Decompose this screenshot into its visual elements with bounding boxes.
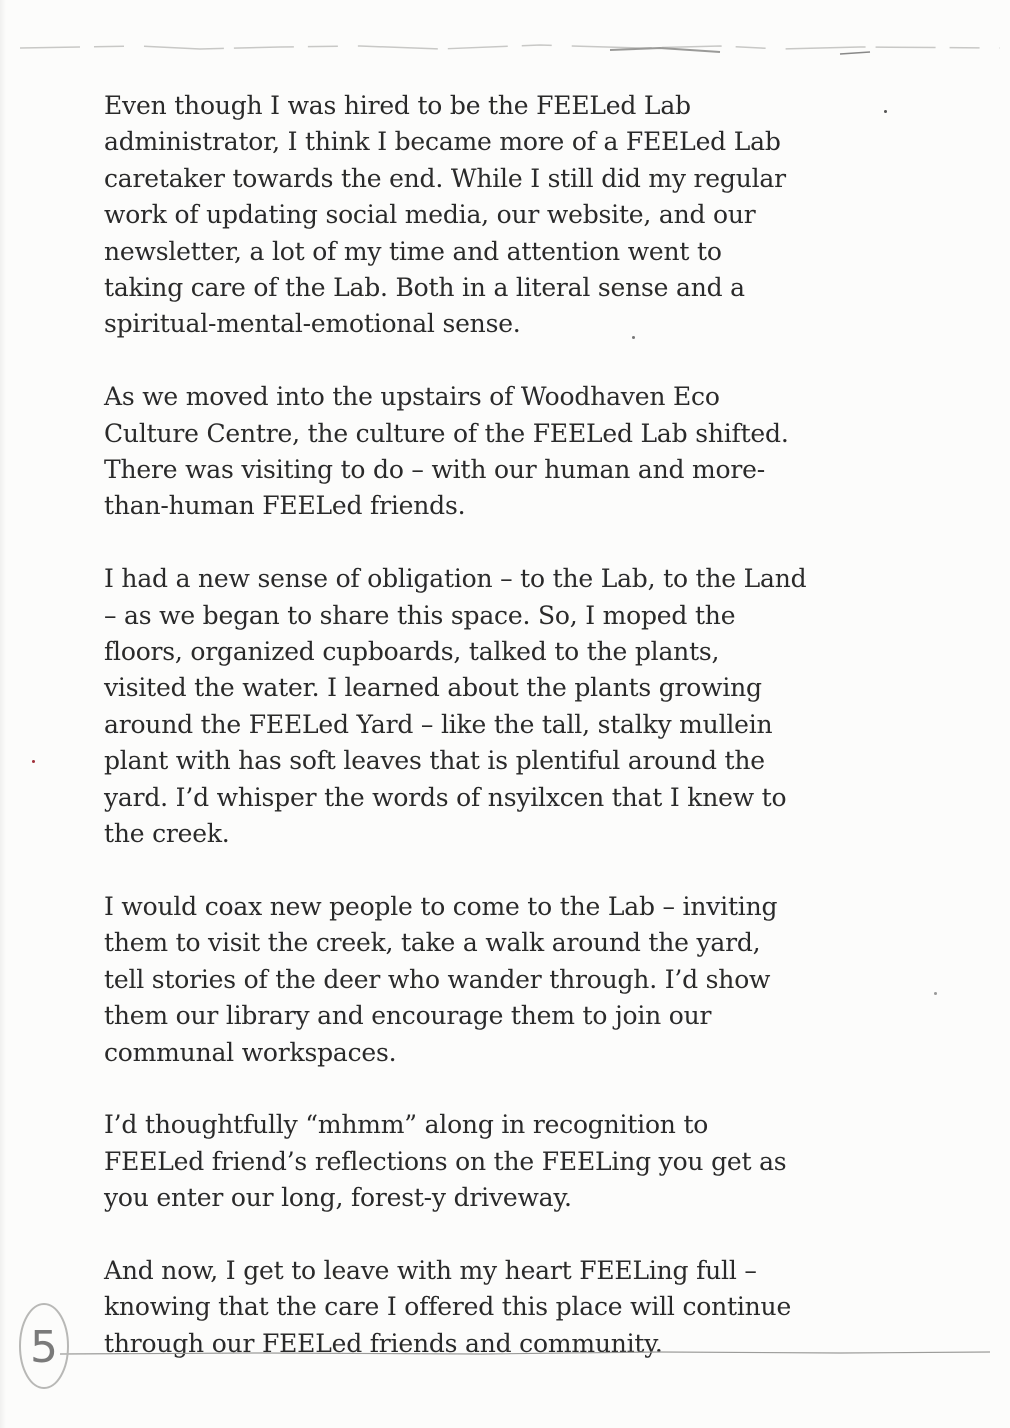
scan-edge-shadow xyxy=(0,0,6,1428)
paragraph-2: As we moved into the upstairs of Woodhaven Eco Culture Centre, the culture of the FEELed Lab shifted. There was visiting to do – with our human and more- than-human FEELed friends. xyxy=(104,382,789,521)
paragraph-4: I would coax new people to come to the Lab – inviting them to visit the creek, take a walk around the yard, tell stories of the deer who wander through. I’d show them our library and encourage them to join our communal workspaces. xyxy=(104,891,778,1067)
handwritten-page-number xyxy=(14,1298,74,1398)
scan-artifact-top xyxy=(20,40,1000,56)
document-body xyxy=(104,88,944,1399)
scan-artifact-bottom xyxy=(60,1340,990,1360)
paragraph-3: I had a new sense of obligation – to the Lab, to the Land – as we began to share this space. So, I moped the floors, organized cupboards, talked to the plants, visited the water. I learned about the plants growing around the FEELed Yard – like the tall, stalky mullein plant with has soft leaves that is plentiful around the yard. I’d whisper the words of nsyilxcen that I knew to the creek. xyxy=(104,564,807,849)
paragraph-1: Even though I was hired to be the FEELed Lab administrator, I think I became more of a FEELed Lab caretaker towards the end. While I still did my regular work of updating social media, our website, and our newsletter, a lot of my time and attention went to taking care of the Lab. Both in a literal sense and a spiritual-mental-emotional sense. xyxy=(104,91,786,339)
paragraph-6: And now, I get to leave with my heart FEELing full – knowing that the care I offered this place will continue through our FEELed friends and community. xyxy=(104,1255,792,1358)
paragraph-5: I’d thoughtfully “mhmm” along in recognition to FEELed friend’s reflections on the FEELing you get as you enter our long, forest-y driveway. xyxy=(104,1110,787,1213)
scan-speck xyxy=(884,110,887,113)
scan-speck xyxy=(632,336,635,339)
scan-speck xyxy=(934,992,937,995)
svg-text:5: 5 xyxy=(30,1322,58,1373)
scan-speck xyxy=(32,760,35,763)
